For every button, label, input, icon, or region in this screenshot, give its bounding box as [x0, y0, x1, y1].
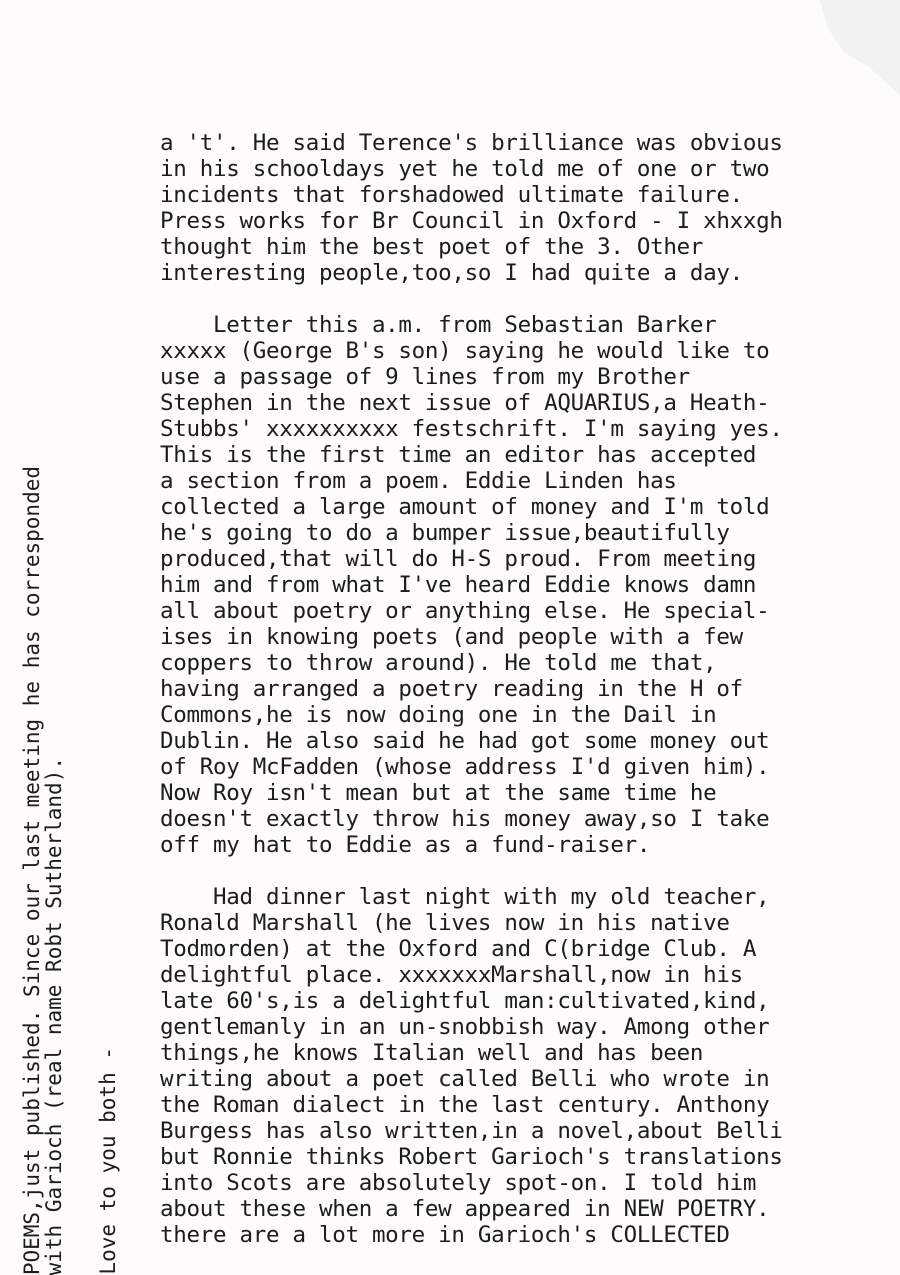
margin-note-2	[24, 0, 84, 1275]
torn-paper-corner	[820, 0, 900, 95]
paragraph-1	[160, 130, 900, 286]
text-line: off my hat to Eddie as a fund-raiser.	[160, 832, 651, 858]
text-line: produced,that will do H-S proud. From meeting	[160, 546, 757, 572]
margin-note-2-text: with Garioch (real name Robt Sutherland).	[42, 756, 66, 1275]
text-line: having arranged a poetry reading in the H of	[160, 676, 743, 702]
text-line: interesting people,too,so I had quite a day.	[160, 260, 743, 286]
text-line: Letter this a.m. from Sebastian Barker	[160, 312, 717, 338]
text-line: This is the first time an editor has accepted	[160, 442, 757, 468]
text-line: Commons,he is now doing one in the Dail in	[160, 702, 717, 728]
text-line: things,he knows Italian well and has been	[160, 1040, 704, 1066]
text-line: Dublin. He also said he had got some money out	[160, 728, 770, 754]
text-line: the Roman dialect in the last century. Anthony	[160, 1092, 770, 1118]
text-line: writing about a poet called Belli who wrote in	[160, 1066, 770, 1092]
text-line: but Ronnie thinks Robert Garioch's translations	[160, 1144, 783, 1170]
text-line: into Scots are absolutely spot-on. I told him	[160, 1170, 757, 1196]
paragraph-3	[160, 884, 900, 1248]
text-line: xxxxx (George B's son) saying he would like to	[160, 338, 770, 364]
text-line: late 60's,is a delightful man:cultivated,kind,	[160, 988, 770, 1014]
margin-note-3-text: Love to you both -	[96, 1047, 120, 1275]
paragraph-2	[160, 312, 900, 858]
text-line: coppers to throw around). He told me that,	[160, 650, 717, 676]
text-line: there are a lot more in Garioch's COLLECTED	[160, 1222, 730, 1248]
text-line: in his schooldays yet he told me of one or two	[160, 156, 770, 182]
text-line: thought him the best poet of the 3. Other	[160, 234, 704, 260]
margin-note-1-text: POEMS,just published. Since our last meeting he has corresponded	[20, 465, 44, 1275]
text-line: all about poetry or anything else. He special-	[160, 598, 770, 624]
text-line: a 't'. He said Terence's brilliance was obvious	[160, 130, 783, 156]
text-line: he's going to do a bumper issue,beautifully	[160, 520, 730, 546]
text-line: gentlemanly in an un-snobbish way. Among other	[160, 1014, 770, 1040]
text-line: him and from what I've heard Eddie knows damn	[160, 572, 757, 598]
text-line: Had dinner last night with my old teacher,	[160, 884, 770, 910]
margin-note-3	[78, 0, 138, 1275]
letter-body	[160, 130, 900, 1248]
text-line: Burgess has also written,in a novel,about Belli	[160, 1118, 783, 1144]
text-line: ises in knowing poets (and people with a few	[160, 624, 743, 650]
text-line: about these when a few appeared in NEW POETRY.	[160, 1196, 770, 1222]
text-line: Now Roy isn't mean but at the same time he	[160, 780, 717, 806]
text-line: Todmorden) at the Oxford and C(bridge Club. A	[160, 936, 757, 962]
text-line: use a passage of 9 lines from my Brother	[160, 364, 690, 390]
text-line: Stubbs' xxxxxxxxxx festschrift. I'm saying yes.	[160, 416, 783, 442]
text-line: Ronald Marshall (he lives now in his native	[160, 910, 730, 936]
text-line: collected a large amount of money and I'm told	[160, 494, 770, 520]
text-line: delightful place. xxxxxxxMarshall,now in his	[160, 962, 743, 988]
text-line: Stephen in the next issue of AQUARIUS,a Heath-	[160, 390, 770, 416]
text-line: doesn't exactly throw his money away,so I take	[160, 806, 770, 832]
text-line: incidents that forshadowed ultimate failure.	[160, 182, 743, 208]
text-line: Press works for Br Council in Oxford - I xhxxgh	[160, 208, 783, 234]
text-line: a section from a poem. Eddie Linden has	[160, 468, 677, 494]
text-line: of Roy McFadden (whose address I'd given him).	[160, 754, 770, 780]
